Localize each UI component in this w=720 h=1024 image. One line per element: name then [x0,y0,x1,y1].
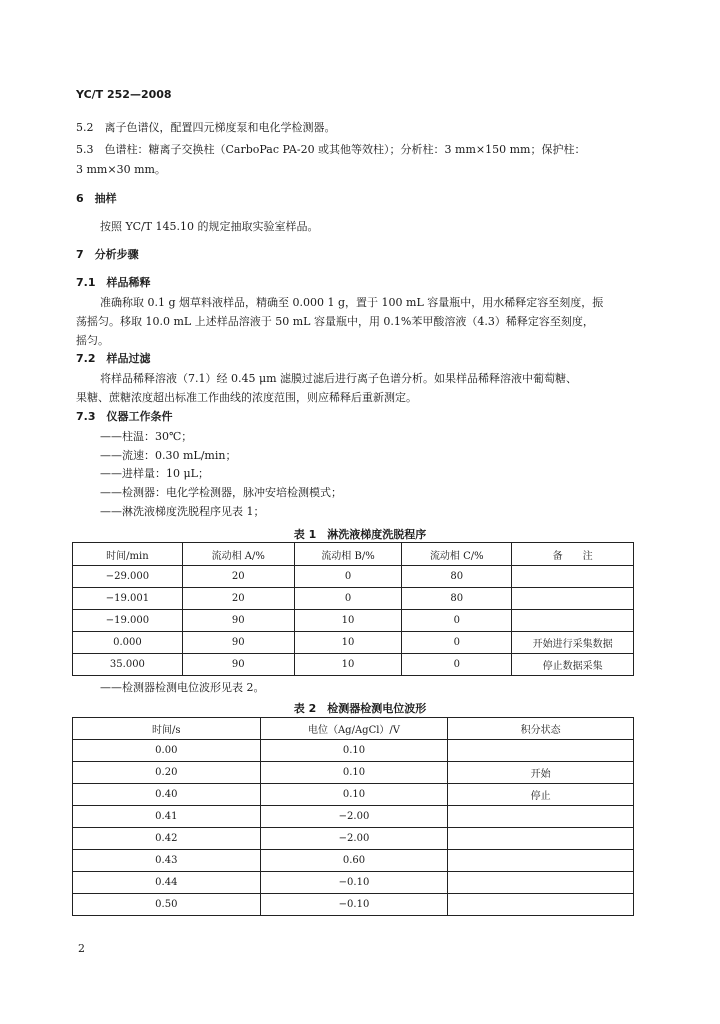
section-7-2-line2: 果糖、蔗糖浓度超出标准工作曲线的浓度范围，则应稀释后重新测定。 [76,391,417,404]
table-cell: 0.000 [73,632,183,654]
condition-column-temp: ——柱温：30℃； [100,430,193,443]
table-row [73,828,634,850]
table-cell: 0 [402,632,512,654]
table-1-header-row [73,543,634,566]
table-cell [448,828,634,850]
table-cell: 开始 [448,762,634,784]
table-cell [448,806,634,828]
table-cell [448,740,634,762]
table-cell [512,610,634,632]
table-cell [448,850,634,872]
table-cell: 0 [402,654,512,676]
table-cell: 10 [294,610,402,632]
table-cell: 0.41 [73,806,261,828]
table-1-header-phase-a: 流动相 A/% [182,543,294,566]
table-row [73,588,634,610]
table-cell: 0.60 [260,850,448,872]
section-6-text: 按照 YC/T 145.10 的规定抽取实验室样品。 [100,220,319,233]
table-row [73,784,634,806]
section-7-2-heading: 7.2 样品过滤 [76,352,151,365]
table-1-header-phase-c: 流动相 C/% [402,543,512,566]
table-cell: 0 [294,588,402,610]
table-row [73,740,634,762]
condition-flow-rate: ——流速：0.30 mL/min； [100,449,237,462]
table-cell: −0.10 [260,872,448,894]
table-cell: 10 [294,654,402,676]
page-number: 2 [78,942,85,955]
table-row [73,654,634,676]
document-code: YC/T 252—2008 [76,88,172,101]
table-cell: 0.40 [73,784,261,806]
section-7-1-line3: 摇匀。 [76,334,109,347]
detector-potential-table [72,717,634,916]
table-row [73,806,634,828]
table-row [73,850,634,872]
table-cell: 0.42 [73,828,261,850]
table-row [73,894,634,916]
table-2-header-integration: 积分状态 [448,718,634,740]
table-cell: 0.44 [73,872,261,894]
section-6-heading: 6 抽样 [76,192,117,205]
table-row [73,632,634,654]
table-row [73,872,634,894]
table-cell [512,588,634,610]
table-cell: 0 [402,610,512,632]
table-1-header-phase-b: 流动相 B/% [294,543,402,566]
table-cell: 90 [182,632,294,654]
table-cell: 停止数据采集 [512,654,634,676]
section-7-heading: 7 分析步骤 [76,248,139,261]
table-cell: −29.000 [73,566,183,588]
table-row [73,762,634,784]
table-cell: 0.10 [260,784,448,806]
table-cell: 90 [182,654,294,676]
table-cell: 80 [402,566,512,588]
table-2-header-time: 时间/s [73,718,261,740]
table-2-header-potential: 电位（Ag/AgCl）/V [260,718,448,740]
condition-injection-volume: ——进样量：10 μL； [100,467,209,480]
section-7-1-heading: 7.1 样品稀释 [76,276,151,289]
table-2-caption: 表 2 检测器检测电位波形 [293,702,427,715]
section-7-1-line2: 荡摇匀。移取 10.0 mL 上述样品溶液于 50 mL 容量瓶中，用 0.1%苯甲酸溶液（4.3）稀释定容至刻度， [76,315,594,328]
table-1-header-time: 时间/min [73,543,183,566]
table-cell: 35.000 [73,654,183,676]
section-7-3-heading: 7.3 仪器工作条件 [76,410,173,423]
table-cell: 0.10 [260,740,448,762]
table-cell: 开始进行采集数据 [512,632,634,654]
condition-potential-ref: ——检测器检测电位波形见表 2。 [100,681,265,694]
table-cell: 80 [402,588,512,610]
table-cell: 0.00 [73,740,261,762]
table-cell: −19.000 [73,610,183,632]
clause-5-3-line1: 5.3 色谱柱：糖离子交换柱（CarboPac PA-20 或其他等效柱）；分析柱：3 mm×150 mm；保护柱： [76,143,586,156]
table-row [73,566,634,588]
table-cell: 0 [294,566,402,588]
table-1-header-remarks: 备 注 [512,543,634,566]
gradient-elution-table [72,542,634,676]
section-7-1-line1: 准确称取 0.1 g 烟草料液样品，精确至 0.000 1 g，置于 100 mL 容量瓶中，用水稀释定容至刻度，振 [100,296,604,309]
table-cell [448,894,634,916]
table-cell: 90 [182,610,294,632]
table-cell: 0.43 [73,850,261,872]
condition-detector: ——检测器：电化学检测器，脉冲安培检测模式； [100,486,342,499]
table-cell: 20 [182,566,294,588]
table-2-header-row [73,718,634,740]
table-cell: 0.50 [73,894,261,916]
section-7-2-line1: 将样品稀释溶液（7.1）经 0.45 μm 滤膜过滤后进行离子色谱分析。如果样品稀释溶液中葡萄糖、 [100,372,578,385]
table-cell: 20 [182,588,294,610]
table-cell [448,872,634,894]
clause-5-3-line2: 3 mm×30 mm。 [76,163,166,176]
table-cell: 停止 [448,784,634,806]
table-row [73,610,634,632]
table-cell: −0.10 [260,894,448,916]
table-cell: −2.00 [260,828,448,850]
table-cell: 0.10 [260,762,448,784]
table-cell [512,566,634,588]
table-cell: 10 [294,632,402,654]
table-cell: −19.001 [73,588,183,610]
table-cell: −2.00 [260,806,448,828]
condition-gradient-ref: ——淋洗液梯度洗脱程序见表 1； [100,505,265,518]
table-1-caption: 表 1 淋洗液梯度洗脱程序 [293,528,427,541]
table-cell: 0.20 [73,762,261,784]
clause-5-2: 5.2 离子色谱仪，配置四元梯度泵和电化学检测器。 [76,121,336,134]
